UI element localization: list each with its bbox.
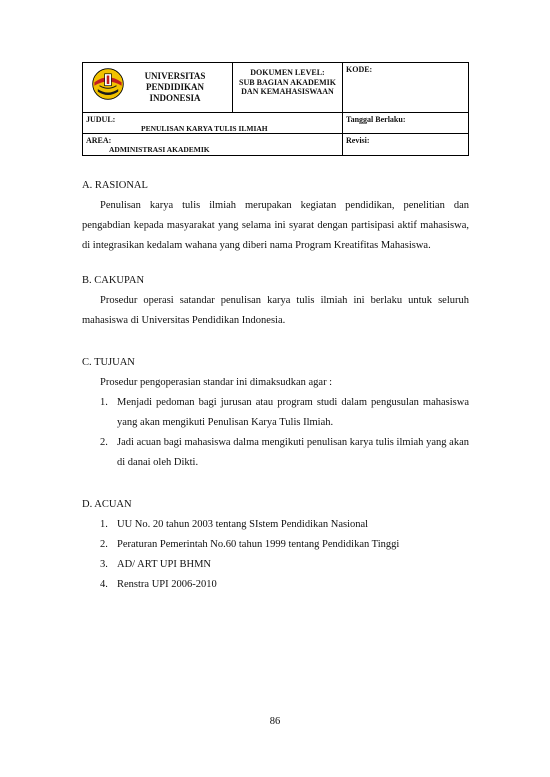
document-header-table — [82, 62, 469, 156]
upi-logo-icon — [91, 67, 125, 101]
document-level-line: DAN KEMAHASISWAAN — [241, 87, 334, 96]
list-item: 1. Menjadi pedoman bagi jurusan atau program studi dalam pengusulan mahasiswa yang akan mengikuti Penulisan Karya Tulis Ilmiah. — [100, 397, 469, 428]
cakupan-paragraph: Prosedur operasi satandar penulisan karya tulis ilmiah ini berlaku untuk seluruh mahasiswa di Universitas Pendidikan Indonesia. — [82, 295, 469, 326]
judul-label: JUDUL: — [86, 115, 116, 124]
section-heading-cakupan: B. CAKUPAN — [82, 275, 145, 286]
document-body — [82, 176, 469, 595]
document-level-line: DOKUMEN LEVEL: — [250, 68, 325, 77]
kode-label: KODE: — [346, 65, 373, 74]
judul-cell — [83, 113, 343, 133]
list-item: 4. Renstra UPI 2006-2010 — [100, 579, 217, 590]
document-level-cell — [233, 63, 343, 112]
area-value: ADMINISTRASI AKADEMIK — [109, 145, 210, 154]
judul-value: PENULISAN KARYA TULIS ILMIAH — [141, 124, 268, 133]
list-item: 3. AD/ ART UPI BHMN — [100, 559, 211, 570]
page-number: 86 — [269, 716, 281, 727]
rasional-paragraph: Penulisan karya tulis ilmiah merupakan kegiatan pendidikan, penelitian dan pengabdian kepada masyarakat yang selama ini syarat dengan partisipasi aktif mahasiswa, di integrasikan kedalam wahana yang diberi nama Program Kreatifitas Mahasiswa. — [82, 200, 469, 251]
university-line: INDONESIA — [149, 93, 201, 103]
acuan-list — [82, 515, 469, 595]
university-line: PENDIDIKAN — [145, 82, 204, 92]
university-name — [125, 71, 225, 104]
revisi-cell — [343, 134, 468, 155]
tujuan-intro: Prosedur pengoperasian standar ini dimaksudkan agar : — [100, 377, 333, 388]
tujuan-list — [82, 393, 469, 473]
kode-cell — [343, 63, 468, 112]
header-row-area — [83, 134, 468, 155]
tanggal-berlaku-label: Tanggal Berlaku: — [346, 115, 406, 124]
area-cell — [83, 134, 343, 155]
tanggal-berlaku-cell — [343, 113, 468, 133]
section-heading-rasional: A. RASIONAL — [82, 180, 148, 191]
list-item: 2. Peraturan Pemerintah No.60 tahun 1999 tentang Pendidikan Tinggi — [100, 539, 400, 550]
area-label: AREA: — [86, 136, 112, 145]
section-heading-tujuan: C. TUJUAN — [82, 357, 135, 368]
header-row-judul — [83, 113, 468, 134]
list-item: 2. Jadi acuan bagi mahasiswa dalma mengikuti penulisan karya tulis ilmiah yang akan di danai oleh Dikti. — [100, 437, 469, 468]
document-level-line: SUB BAGIAN AKADEMIK — [239, 77, 336, 87]
university-cell — [83, 63, 233, 112]
list-item: 1. UU No. 20 tahun 2003 tentang SIstem Pendidikan Nasional — [100, 519, 369, 530]
header-row-top — [83, 63, 468, 113]
section-heading-acuan: D. ACUAN — [82, 499, 132, 510]
university-line: UNIVERSITAS — [144, 71, 206, 81]
revisi-label: Revisi: — [346, 136, 370, 145]
